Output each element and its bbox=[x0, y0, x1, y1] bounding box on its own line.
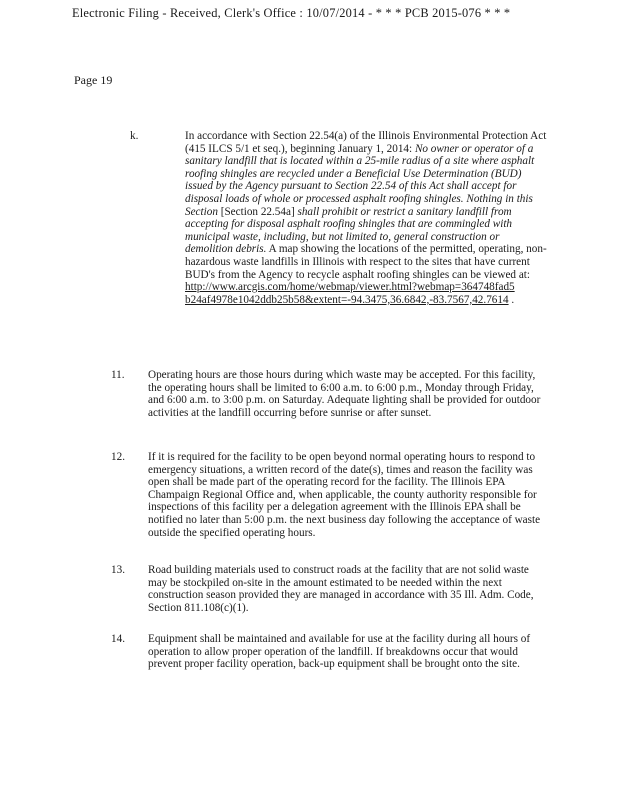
item-k-intro: In accordance with Section 22.54(a) of the Illinois Environmental Protection Act (415 ILCS 5/1 et seq.), beginning January 1, 2014: bbox=[185, 130, 547, 155]
item-14-text: Equipment shall be maintained and available for use at the facility during all hours of operation to allow proper operation of the landfill. If breakdowns occur that would prevent proper facility operation, back-up equipment shall be brought onto the site. bbox=[148, 633, 531, 671]
link-period: . bbox=[508, 293, 515, 306]
item-13-label: 13. bbox=[111, 564, 125, 576]
item-k-quote-2: shall prohibit or restrict a sanitary landfill from accepting for disposal asphalt roofing shingles that are commingled with municipal waste, including, but not limited to, general construction or demolition debris. bbox=[185, 205, 513, 256]
filing-header: Electronic Filing - Received, Clerk's Office : 10/07/2014 - * * * PCB 2015-076 * * * bbox=[72, 6, 511, 20]
item-11-label: 11. bbox=[111, 369, 125, 381]
item-11-text: Operating hours are those hours during which waste may be accepted. For this facility, the operating hours shall be limited to 6:00 a.m. to 6:00 p.m., Monday through Friday, and 6:00 a.m. to 3:00 p.m. on Saturday. Adequate lighting shall be provided for outdoor activities at the landfill occurring before sunrise or after sunset. bbox=[148, 369, 541, 419]
arcgis-map-link[interactable]: http://www.arcgis.com/home/webmap/viewer.html?webmap=364748fad5 bbox=[185, 281, 515, 294]
item-12-text: If it is required for the facility to be open beyond normal operating hours to respond to emergency situations, a written record of the date(s), times and reason the facility was open shall be made part of the operating record for the facility. The Illinois EPA Champaign Regional Office and, when applicable, the county authority responsible for inspections of this facility per a delegation agreement with the Illinois EPA shall be notified no later than 5:00 p.m. the next business day following the acceptance of waste outside the specified operating hours. bbox=[148, 451, 541, 539]
item-k-label: k. bbox=[130, 130, 139, 142]
page-number: Page 19 bbox=[74, 73, 113, 87]
item-k-text bbox=[185, 130, 547, 306]
item-12-label: 12. bbox=[111, 451, 125, 463]
item-k-section-ref: [Section 22.54a] bbox=[217, 205, 298, 218]
item-k-map-note: A map showing the locations of the permitted, operating, non-hazardous waste landfills in Illinois with respect to the sites that have current BUD's from the Agency to recycle asphalt roofing shingles can be viewed at: bbox=[185, 243, 547, 281]
item-13-text: Road building materials used to construct roads at the facility that are not solid waste may be stockpiled on-site in the amount estimated to be needed within the next construction season provided they are managed in accordance with 35 Ill. Adm. Code, Section 811.108(c)(1). bbox=[148, 564, 534, 614]
arcgis-map-link-cont[interactable]: b24af4978e1042ddb25b58&extent=-94.3475,36.6842,-83.7567,42.7614 bbox=[185, 293, 509, 306]
item-k-quote-1: No owner or operator of a sanitary landfill that is located within a 25-mile radius of a site where asphalt roofing shingles are recycled under a Beneficial Use Determination (BUD) issued by the Agency pursuant to Section 22.54 of this Act shall accept for disposal loads of whole or processed asphalt roofing shingles. Nothing in this Section bbox=[185, 142, 535, 218]
item-14-label: 14. bbox=[111, 633, 125, 645]
